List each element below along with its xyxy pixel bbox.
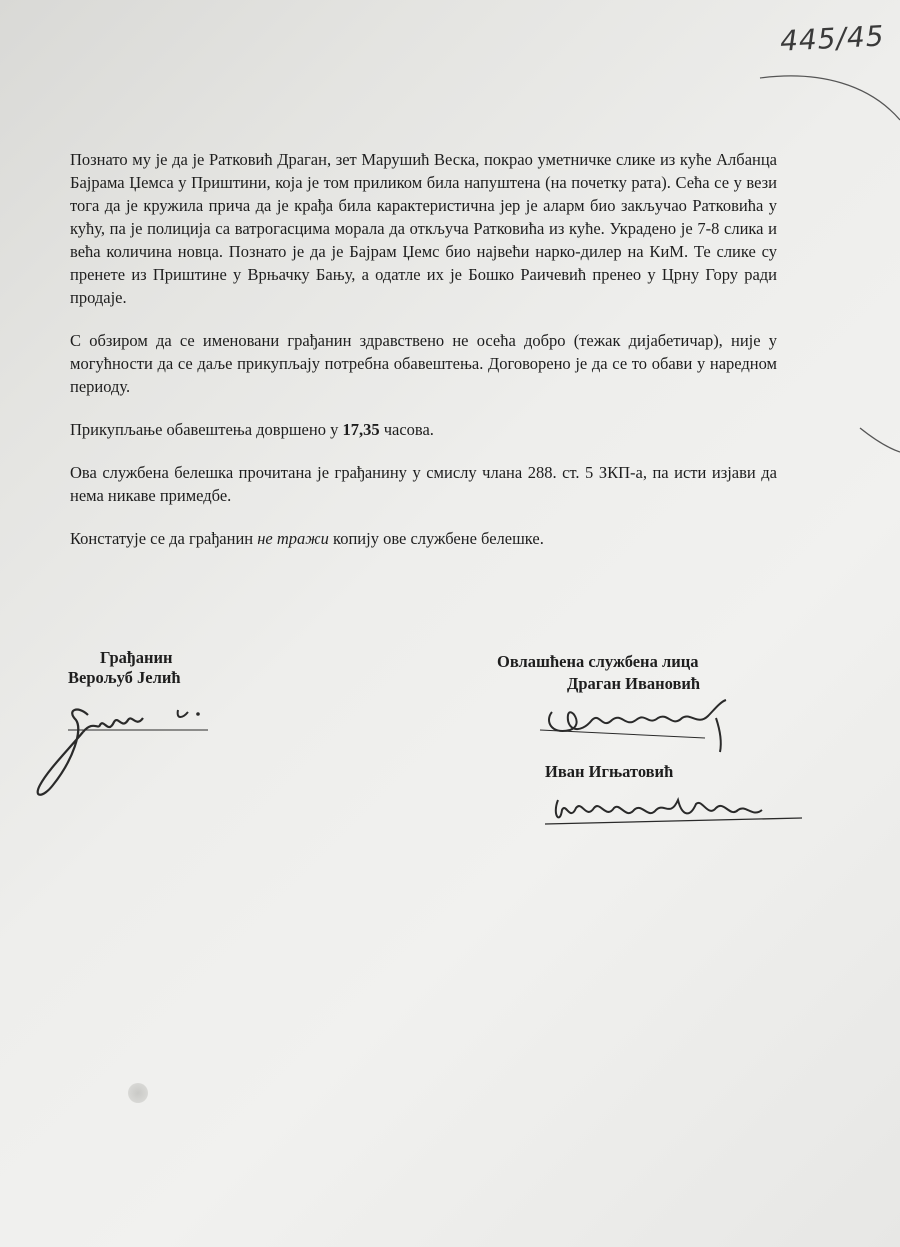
paragraph-copy-note: Констатује се да грађанин не тражи копију ове службене белешке. [70,529,544,548]
citizen-signature [28,690,228,805]
punch-hole [128,1083,148,1103]
citizen-heading: Грађанин [100,648,173,667]
paragraph-testimony: Познато му је да је Ратковић Драган, зет Марушић Веска, покрао уметничке слике из куће Албанца Бајрама Џемса у Приштини, која је том приликом била напуштена (на почетку рата). Сећа се у вези тога да је кружила прича да је крађа била карактеристична јер је аларм био закључао Ратковића у кућу, па је полиција са ватрогасцима морала да откључа Ратковића из куће. Украдено је 7-8 слика и већа количина новца. Познато је да је Бајрам Џемс био највећи нарко-дилер на КиМ. Те слике су пренете из Приштине у Врњачку Бању, а одатле их је Бошко Раичевић пренео у Црну Гору ради продаје. [70,150,777,307]
official-1-signature [530,690,750,760]
paragraph-read-note: Ова службена белешка прочитана је грађанину у смислу члана 288. ст. 5 ЗКП-а, па исти изјави да нема никаве примедбе. [70,463,777,505]
completion-time: 17,35 [342,420,380,439]
official-2-signature [540,790,810,835]
document-body [70,148,777,570]
edge-curve-top [760,76,900,120]
copy-not-requested: не тражи [257,529,329,548]
official-name-1: Драган Ивановић [567,674,701,693]
page-number: 445/45 [779,19,886,58]
official-name-2: Иван Игњатовић [545,762,674,781]
citizen-name: Верољуб Јелић [68,668,181,687]
paragraph-completion: Прикупљање обавештења довршено у 17,35 часова. [70,420,434,439]
paragraph-health: С обзиром да се именовани грађанин здравствено не осећа добро (тежак дијабетичар), није у могућности да се даље прикупљају потребна обавештења. Договорено је да се то обави у наредном периоду. [70,331,777,396]
edge-curve-mid [860,428,900,452]
officials-heading: Овлашћена службена лица [497,652,699,671]
